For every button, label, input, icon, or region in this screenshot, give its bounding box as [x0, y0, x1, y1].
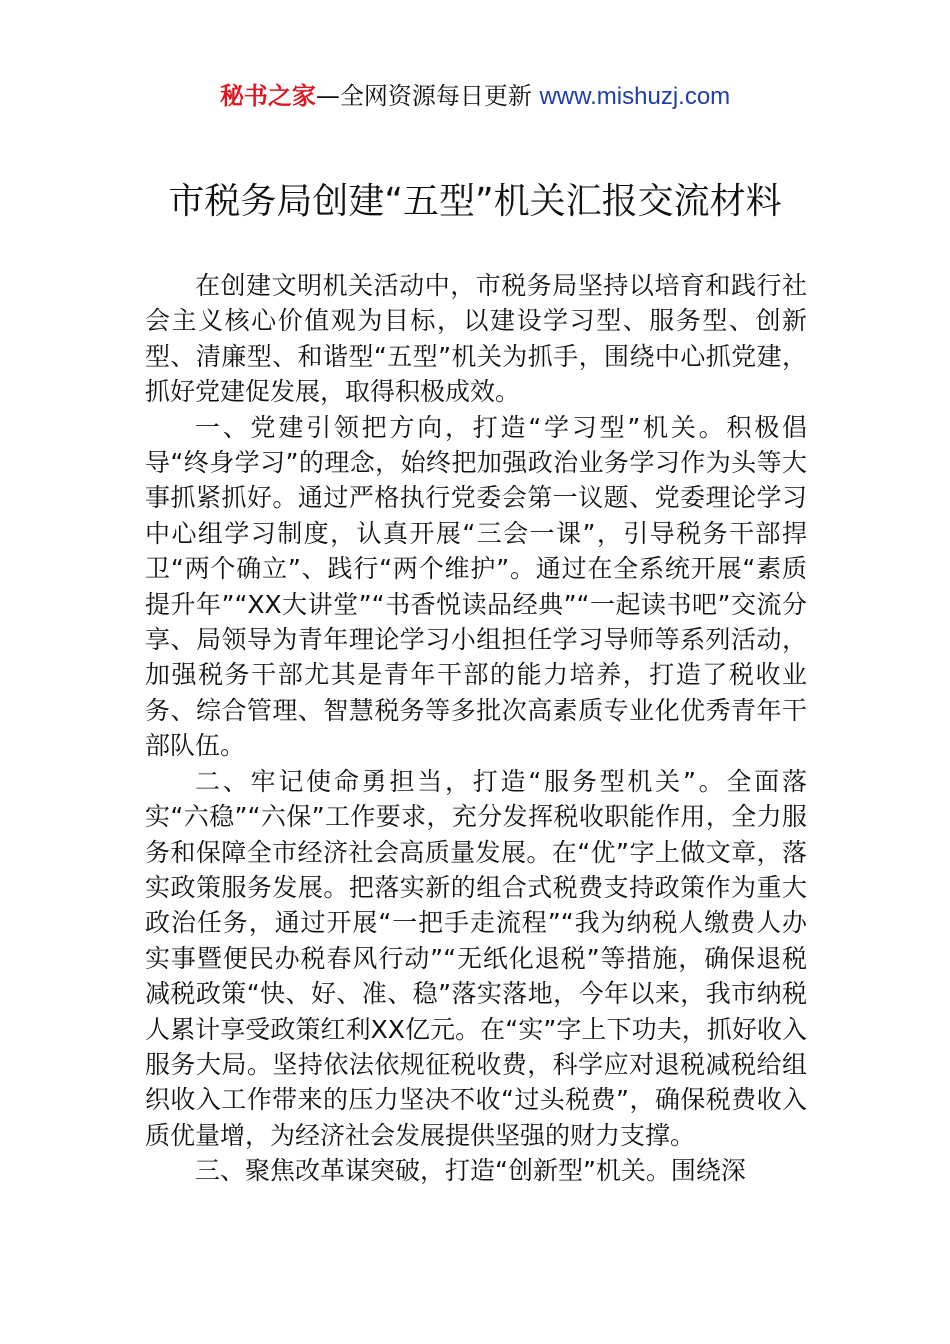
document-title: 市税务局创建“五型”机关汇报交流材料	[168, 181, 782, 222]
paragraph-intro: 在创建文明机关活动中，市税务局坚持以培育和践行社会主义核心价值观为目标，以建设学习型、服务型、创新型、清廉型、和谐型“五型”机关为抓手，围绕中心抓党建，抓好党建促发展，取得积极成效。	[145, 271, 807, 407]
site-header	[0, 80, 950, 113]
document-body	[145, 268, 807, 1189]
paragraph-learning: 一、党建引领把方向，打造“学习型”机关。积极倡导“终身学习”的理念，始终把加强政治业务学习作为头等大事抓紧抓好。通过严格执行党委会第一议题、党委理论学习中心组学习制度，认真开展“三会一课”，引导税务干部捍卫“两个确立”、践行“两个维护”。通过在全系统开展“素质提升年”“XX大讲堂”“书香悦读品经典”“一起读书吧”交流分享、局领导为青年理论学习小组担任学习导师等系列活动，加强税务干部尤其是青年干部的能力培养，打造了税收业务、综合管理、智慧税务等多批次高素质专业化优秀青年干部队伍。	[145, 412, 807, 761]
paragraph-innovation: 三、聚焦改革谋突破，打造“创新型”机关。围绕深	[195, 1156, 746, 1186]
site-brand: 秘书之家	[219, 82, 316, 110]
site-tagline: —全网资源每日更新	[315, 82, 540, 110]
paragraph-service: 二、牢记使命勇担当，打造“服务型机关”。全面落实“六稳”“六保”工作要求，充分发挥税收职能作用，全力服务和保障全市经济社会高质量发展。在“优”字上做文章，落实政策服务发展。把落实新的组合式税费支持政策作为重大政治任务，通过开展“一把手走流程”“我为纳税人缴费人办实事暨便民办税春风行动”“无纸化退税”等措施，确保退税减税政策“快、好、准、稳”落实落地，今年以来，我市纳税人累计享受政策红利XX亿元。在“实”字上下功夫，抓好收入服务大局。坚持依法依规征税收费，科学应对退税减税给组织收入工作带来的压力坚决不收“过头税费”，确保税费收入质优量增，为经济社会发展提供坚强的财力支撑。	[145, 766, 807, 1150]
site-url[interactable]: www.mishuzj.com	[539, 83, 731, 110]
